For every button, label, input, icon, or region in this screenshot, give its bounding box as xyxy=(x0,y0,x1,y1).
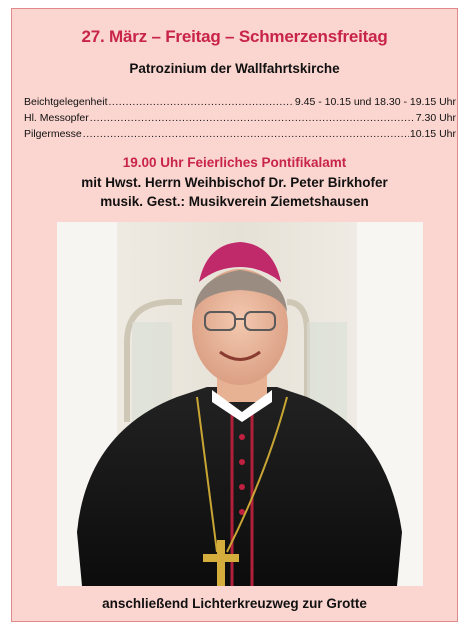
date-title: 27. März – Freitag – Schmerzensfreitag xyxy=(81,27,388,46)
portrait-illustration xyxy=(57,222,423,586)
leader-dots xyxy=(90,110,415,126)
schedule-time: 7.30 Uhr xyxy=(415,112,456,124)
bishop-portrait xyxy=(57,222,423,586)
music-line: musik. Gest.: Musikverein Ziemetshausen xyxy=(100,194,369,209)
schedule-list xyxy=(24,94,456,142)
flyer-frame xyxy=(11,8,458,622)
schedule-label: Hl. Messopfer xyxy=(24,112,89,124)
leader-dots xyxy=(108,94,293,110)
schedule-row-mass xyxy=(24,110,456,126)
footer-note: anschließend Lichterkreuzweg zur Grotte xyxy=(102,596,367,611)
schedule-label: Pilgermesse xyxy=(24,128,82,140)
schedule-row-confession xyxy=(24,94,456,110)
leader-dots xyxy=(83,126,409,142)
schedule-row-pilgrim-mass xyxy=(24,126,456,142)
pontifical-mass-title: 19.00 Uhr Feierliches Pontifikalamt xyxy=(122,155,347,170)
schedule-time: 10.15 Uhr xyxy=(409,128,456,140)
subtitle: Patrozinium der Wallfahrtskirche xyxy=(129,61,340,76)
schedule-label: Beichtgelegenheit xyxy=(24,96,108,108)
celebrant-line: mit Hwst. Herrn Weihbischof Dr. Peter Birkhofer xyxy=(81,175,388,190)
schedule-time: 9.45 - 10.15 und 18.30 - 19.15 Uhr xyxy=(294,96,456,108)
